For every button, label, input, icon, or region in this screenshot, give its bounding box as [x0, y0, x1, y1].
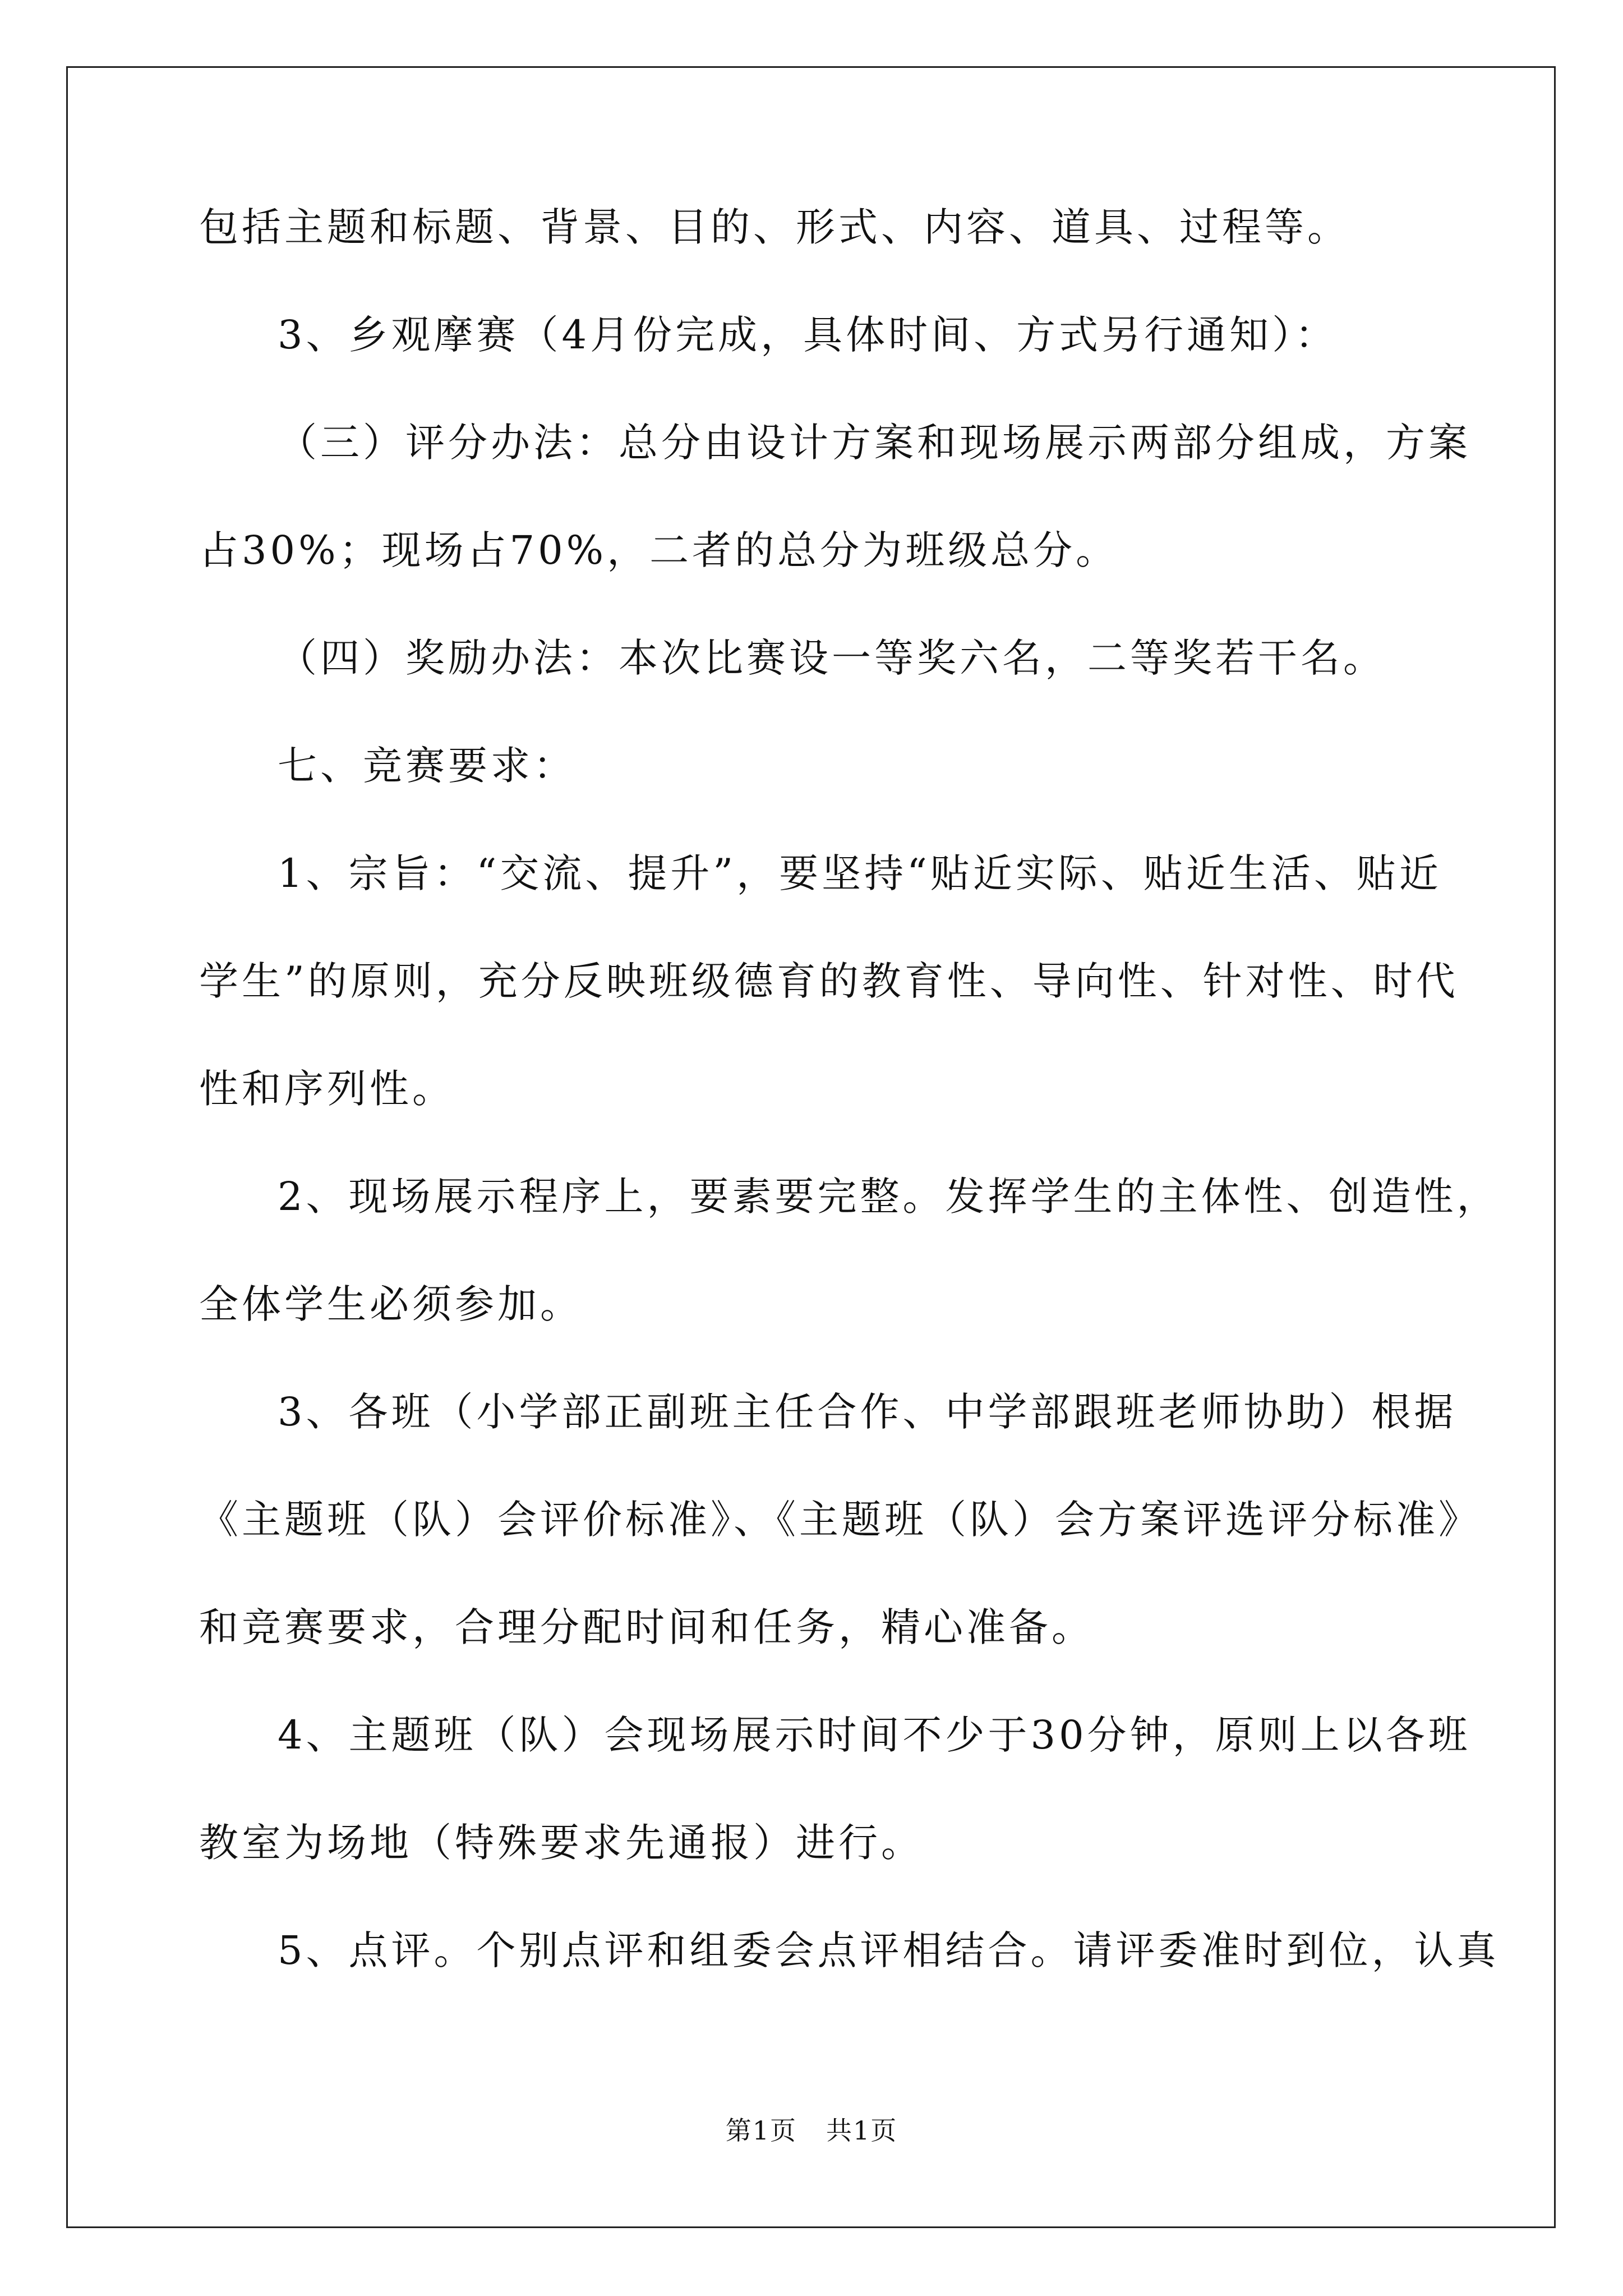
text-line-13: 《主题班（队）会评价标准》、《主题班（队）会方案评选评分标准》 — [199, 1497, 1481, 1543]
page-number-total: 共1页 — [826, 2115, 898, 2146]
text-line-5: （四）奖励办法：本次比赛设一等奖六名，二等奖若干名。 — [278, 635, 1386, 681]
text-line-17: 5、点评。个别点评和组委会点评相结合。请评委准时到位，认真 — [278, 1927, 1500, 1973]
text-line-7: 1、宗旨：“交流、提升”，要坚持“贴近实际、贴近生活、贴近 — [278, 850, 1442, 896]
text-line-16: 教室为场地（特殊要求先通报）进行。 — [199, 1820, 924, 1866]
text-line-3: （三）评分办法：总分由设计方案和现场展示两部分组成，方案 — [278, 420, 1471, 466]
text-line-9: 性和序列性。 — [199, 1066, 455, 1112]
text-line-11: 全体学生必须参加。 — [199, 1281, 583, 1327]
text-line-15: 4、主题班（队）会现场展示时间不少于30分钟，原则上以各班 — [278, 1712, 1471, 1758]
text-line-2: 3、乡观摩赛（4月份完成，具体时间、方式另行通知）： — [278, 312, 1338, 358]
document-body — [199, 202, 1500, 2033]
text-line-1: 包括主题和标题、背景、目的、形式、内容、道具、过程等。 — [199, 204, 1350, 250]
text-line-12: 3、各班（小学部正副班主任合作、中学部跟班老师协助）根据 — [278, 1389, 1457, 1435]
page-number-current: 第1页 — [725, 2115, 797, 2146]
text-line-14: 和竞赛要求，合理分配时间和任务，精心准备。 — [199, 1604, 1094, 1650]
page-footer — [0, 2114, 1623, 2147]
text-line-4: 占30%；现场占70%，二者的总分为班级总分。 — [199, 527, 1119, 573]
text-line-8: 学生”的原则，充分反映班级德育的教育性、导向性、针对性、时代 — [199, 958, 1459, 1004]
text-line-6: 七、竞赛要求： — [278, 743, 576, 789]
text-line-10: 2、现场展示程序上，要素要完整。发挥学生的主体性、创造性， — [278, 1174, 1500, 1220]
